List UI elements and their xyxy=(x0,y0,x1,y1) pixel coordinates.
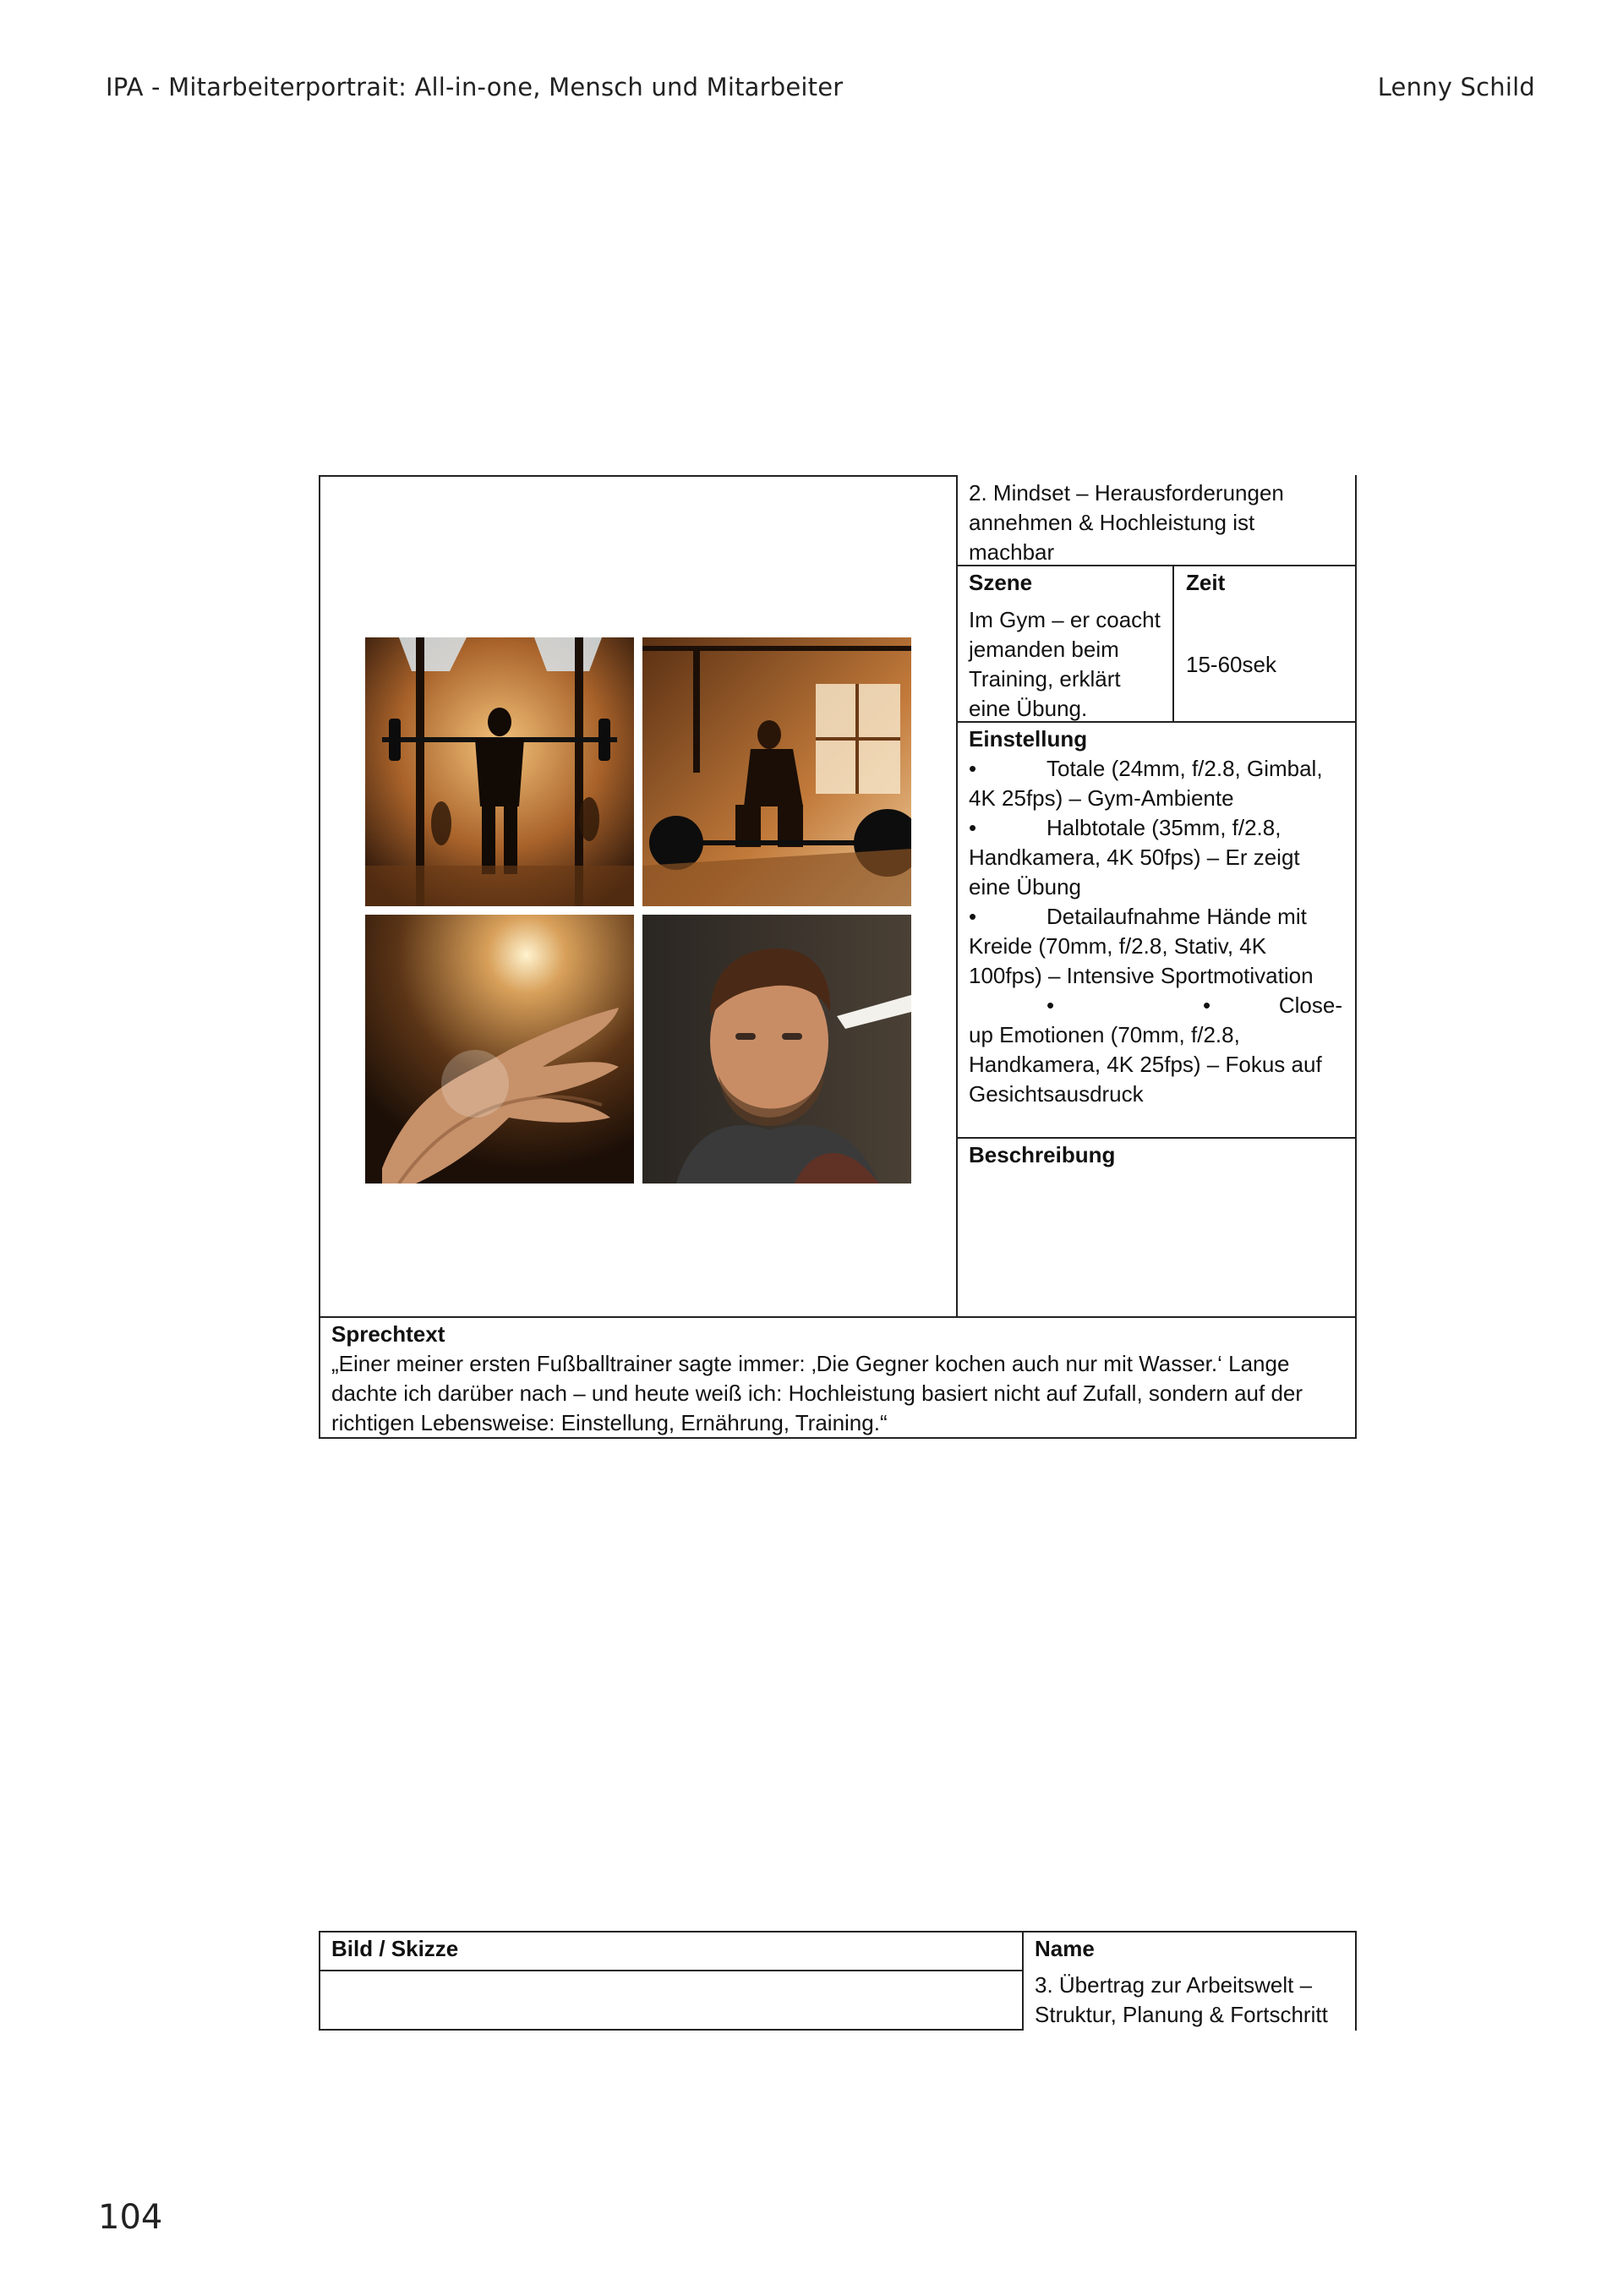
einstellung-item: • • Close- up Emotionen (70mm, f/2.8, Handkamera, 4K 25fps) – Fokus auf Gesichtsausdruck xyxy=(969,992,1342,1107)
bullet-icon: • xyxy=(969,904,977,929)
beschreibung-label: Beschreibung xyxy=(969,1142,1116,1167)
bullet-icon: • xyxy=(969,756,977,781)
gym-photo-closeup-face xyxy=(642,915,911,1184)
szene-label: Szene xyxy=(969,570,1033,595)
gym-photo-barbell-press xyxy=(365,637,634,906)
einstellung-item: • Halbtotale (35mm, f/2.8, Handkamera, 4K 50fps) – Er zeigt eine Übung xyxy=(969,815,1300,899)
einstellung-item: • Detailaufnahme Hände mit Kreide (70mm, f/2.8, Stativ, 4K 100fps) – Intensive Sportmotivation xyxy=(969,904,1314,988)
name-label: Name xyxy=(1035,1936,1095,1961)
bullet-icon: • xyxy=(1046,992,1055,1018)
header-right: Lenny Schild xyxy=(1377,73,1535,101)
zeit-value: 15-60sek xyxy=(1186,652,1276,677)
gym-photo-deadlift xyxy=(642,637,911,906)
einstellung-list xyxy=(969,754,1342,1109)
bullet-icon: • xyxy=(969,815,977,840)
szene-text: Im Gym – er coacht jemanden beim Training, erklärt eine Übung. xyxy=(969,607,1161,721)
gym-photo-chalk-hands xyxy=(365,915,634,1184)
next-scene-title: 3. Übertrag zur Arbeitswelt – Struktur, Planung & Fortschritt xyxy=(1035,1972,1328,2027)
page-number: 104 xyxy=(98,2198,163,2237)
bullet-icon: • xyxy=(1203,992,1211,1018)
bild-skizze-label: Bild / Skizze xyxy=(331,1936,459,1961)
einstellung-item: • Totale (24mm, f/2.8, Gimbal, 4K 25fps) – Gym-Ambiente xyxy=(969,756,1323,811)
zeit-label: Zeit xyxy=(1186,570,1226,595)
sprechtext: „Einer meiner ersten Fußballtrainer sagte immer: ‚Die Gegner kochen auch nur mit Wasser.‘ Lange dachte ich darüber nach – und heute weiß ich: Hochleistung basiert nicht auf Zufall, sondern auf der richtigen Lebensweise: Einstellung, Ernährung, Training.“ xyxy=(331,1351,1303,1435)
einstellung-label: Einstellung xyxy=(969,726,1088,752)
scene-title: 2. Mindset – Herausforderungen annehmen & Hochleistung ist machbar xyxy=(969,480,1284,565)
sprechtext-label: Sprechtext xyxy=(331,1321,445,1347)
header-left: IPA - Mitarbeiterportrait: All-in-one, Mensch und Mitarbeiter xyxy=(106,73,844,101)
